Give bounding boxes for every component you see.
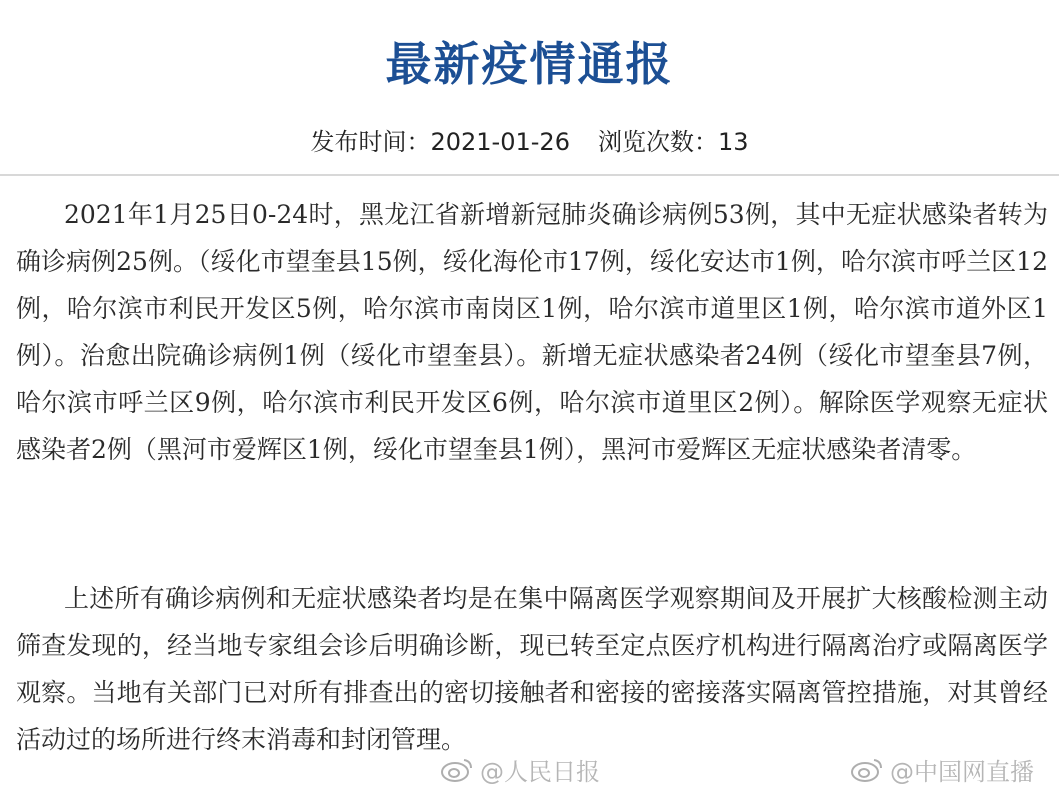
weibo-icon bbox=[850, 755, 884, 783]
watermark-china-net bbox=[850, 752, 1034, 786]
watermark-people-daily bbox=[440, 752, 600, 786]
article-paragraph-1: 2021年1月25日0-24时，黑龙江省新增新冠肺炎确诊病例53例，其中无症状感染者转为确诊病例25例。（绥化市望奎县15例，绥化海伦市17例，绥化安达市1例，哈尔滨市呼兰区12例，哈尔滨市利民开发区5例，哈尔滨市南岗区1例，哈尔滨市道里区1例，哈尔滨市道外区1例）。治愈出院确诊病例1例（绥化市望奎县）。新增无症状感染者24例（绥化市望奎县7例，哈尔滨市呼兰区9例，哈尔滨市利民开发区6例，哈尔滨市道里区2例）。解除医学观察无症状感染者2例（黑河市爱辉区1例，绥化市望奎县1例），黑河市爱辉区无症状感染者清零。 bbox=[16, 200, 1048, 464]
watermark-label: @中国网直播 bbox=[890, 757, 1034, 786]
publish-time: 发布时间：2021-01-26 bbox=[310, 128, 570, 156]
page-title: 最新疫情通报 bbox=[385, 37, 674, 91]
weibo-icon bbox=[440, 755, 474, 783]
header-divider bbox=[0, 174, 1059, 176]
watermark-label: @人民日报 bbox=[480, 757, 600, 786]
article-paragraph-2: 上述所有确诊病例和无症状感染者均是在集中隔离医学观察期间及开展扩大核酸检测主动筛查发现的，经当地专家组会诊后明确诊断，现已转至定点医疗机构进行隔离治疗或隔离医学观察。当地有关部门已对所有排查出的密切接触者和密接的密接落实隔离管控措施，对其曾经活动过的场所进行终末消毒和封闭管理。 bbox=[16, 584, 1048, 754]
article-meta bbox=[0, 122, 1059, 157]
view-count: 浏览次数：13 bbox=[597, 128, 749, 156]
